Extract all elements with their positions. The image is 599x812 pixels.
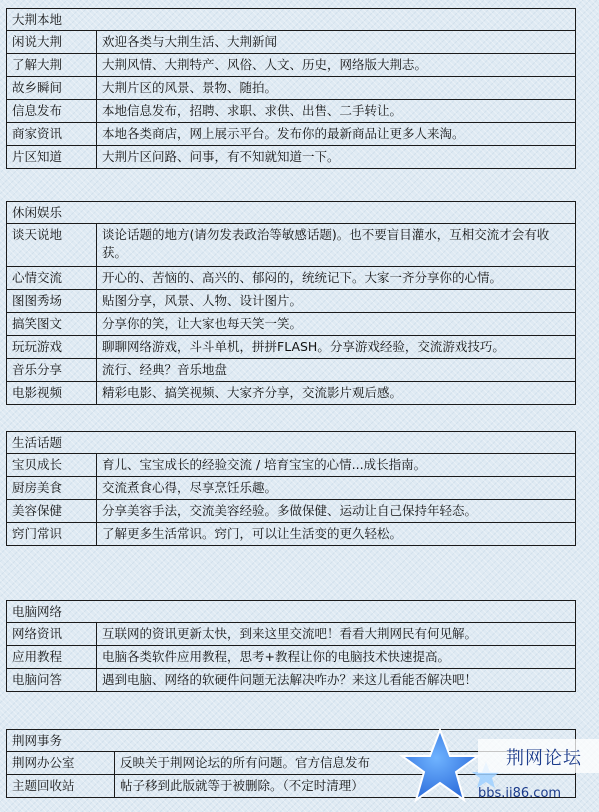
forum-section-dajing-local	[6, 8, 576, 169]
board-row[interactable]	[7, 100, 576, 123]
board-desc: 分享你的笑，让大家也每天笑一笑。	[97, 313, 576, 336]
board-name[interactable]: 应用教程	[7, 646, 97, 669]
board-desc: 开心的、苦恼的、高兴的、郁闷的，统统记下。大家一齐分享你的心情。	[97, 267, 576, 290]
board-row[interactable]	[7, 382, 576, 405]
forum-section-computer	[6, 600, 576, 692]
board-name[interactable]: 信息发布	[7, 100, 97, 123]
board-desc: 欢迎各类与大荆生活、大荆新闻	[97, 31, 576, 54]
board-name[interactable]: 主题回收站	[7, 775, 115, 798]
board-desc: 流行、经典？音乐地盘	[97, 359, 576, 382]
board-name[interactable]: 宝贝成长	[7, 454, 97, 477]
board-desc: 谈论话题的地方(请勿发表政治等敏感话题)。也不要盲目灌水，互相交流才会有收获。	[97, 224, 576, 267]
board-desc: 本地信息发布，招聘、求职、求供、出售、二手转让。	[97, 100, 576, 123]
watermark-site-name: 荆网论坛	[506, 748, 582, 769]
board-desc: 大荆风情、大荆特产、风俗、人文、历史，网络版大荆志。	[97, 54, 576, 77]
section-title: 电脑网络	[7, 601, 576, 623]
board-desc: 分享美容手法，交流美容经验。多做保健、运动让自己保持年轻态。	[97, 500, 576, 523]
board-row[interactable]	[7, 123, 576, 146]
board-name[interactable]: 窍门常识	[7, 523, 97, 546]
board-name[interactable]: 故乡瞬间	[7, 77, 97, 100]
board-name[interactable]: 片区知道	[7, 146, 97, 169]
board-desc: 本地各类商店，网上展示平台。发布你的最新商品让更多人来淘。	[97, 123, 576, 146]
board-row[interactable]	[7, 146, 576, 169]
board-row[interactable]	[7, 500, 576, 523]
board-name[interactable]: 网络资讯	[7, 623, 97, 646]
board-name[interactable]: 闲说大荆	[7, 31, 97, 54]
board-name[interactable]: 音乐分享	[7, 359, 97, 382]
board-desc: 帖子移到此版就等于被删除。（不定时清理）	[115, 775, 576, 798]
section-title: 荆网事务	[7, 730, 576, 752]
section-title: 大荆本地	[7, 9, 576, 31]
board-name[interactable]: 商家资讯	[7, 123, 97, 146]
board-desc: 反映关于荆网论坛的所有问题。官方信息发布	[115, 752, 576, 775]
board-row[interactable]	[7, 313, 576, 336]
forum-section-life	[6, 431, 576, 546]
board-name[interactable]: 图图秀场	[7, 290, 97, 313]
board-row[interactable]	[7, 623, 576, 646]
board-name[interactable]: 荆网办公室	[7, 752, 115, 775]
board-desc: 聊聊网络游戏，斗斗单机，拼拼FLASH。分享游戏经验，交流游戏技巧。	[97, 336, 576, 359]
board-name[interactable]: 心情交流	[7, 267, 97, 290]
board-row[interactable]	[7, 290, 576, 313]
board-desc: 交流煮食心得，尽享烹饪乐趣。	[97, 477, 576, 500]
board-desc: 贴图分享，风景、人物、设计图片。	[97, 290, 576, 313]
board-row[interactable]	[7, 359, 576, 382]
board-name[interactable]: 谈天说地	[7, 224, 97, 267]
section-title: 休闲娱乐	[7, 202, 576, 224]
board-name[interactable]: 厨房美食	[7, 477, 97, 500]
board-desc: 大荆片区问路、问事，有不知就知道一下。	[97, 146, 576, 169]
board-desc: 了解更多生活常识。窍门，可以让生活变的更久轻松。	[97, 523, 576, 546]
board-row[interactable]	[7, 646, 576, 669]
board-row[interactable]	[7, 669, 576, 692]
watermark-url: bbs.ii86.com	[478, 786, 562, 801]
board-row[interactable]	[7, 77, 576, 100]
board-desc: 遇到电脑、网络的软硬件问题无法解决咋办？来这儿看能否解决吧！	[97, 669, 576, 692]
star-icon	[402, 730, 478, 800]
board-desc: 电脑各类软件应用教程，思考+教程让你的电脑技术快速提高。	[97, 646, 576, 669]
board-name[interactable]: 电脑问答	[7, 669, 97, 692]
forum-section-leisure	[6, 201, 576, 405]
board-row[interactable]	[7, 31, 576, 54]
board-desc: 大荆片区的风景、景物、随拍。	[97, 77, 576, 100]
board-row[interactable]	[7, 454, 576, 477]
board-name[interactable]: 美容保健	[7, 500, 97, 523]
board-row[interactable]	[7, 477, 576, 500]
section-title: 生活话题	[7, 432, 576, 454]
board-row[interactable]	[7, 54, 576, 77]
board-name[interactable]: 玩玩游戏	[7, 336, 97, 359]
board-desc: 精彩电影、搞笑视频、大家齐分享，交流影片观后感。	[97, 382, 576, 405]
board-row[interactable]	[7, 523, 576, 546]
board-name[interactable]: 电影视频	[7, 382, 97, 405]
board-desc: 互联网的资讯更新太快，到来这里交流吧！看看大荆网民有何见解。	[97, 623, 576, 646]
board-desc: 育儿、宝宝成长的经验交流 / 培育宝宝的心情...成长指南。	[97, 454, 576, 477]
board-row[interactable]	[7, 224, 576, 267]
board-row[interactable]	[7, 267, 576, 290]
board-name[interactable]: 搞笑图文	[7, 313, 97, 336]
board-row[interactable]	[7, 336, 576, 359]
board-name[interactable]: 了解大荆	[7, 54, 97, 77]
